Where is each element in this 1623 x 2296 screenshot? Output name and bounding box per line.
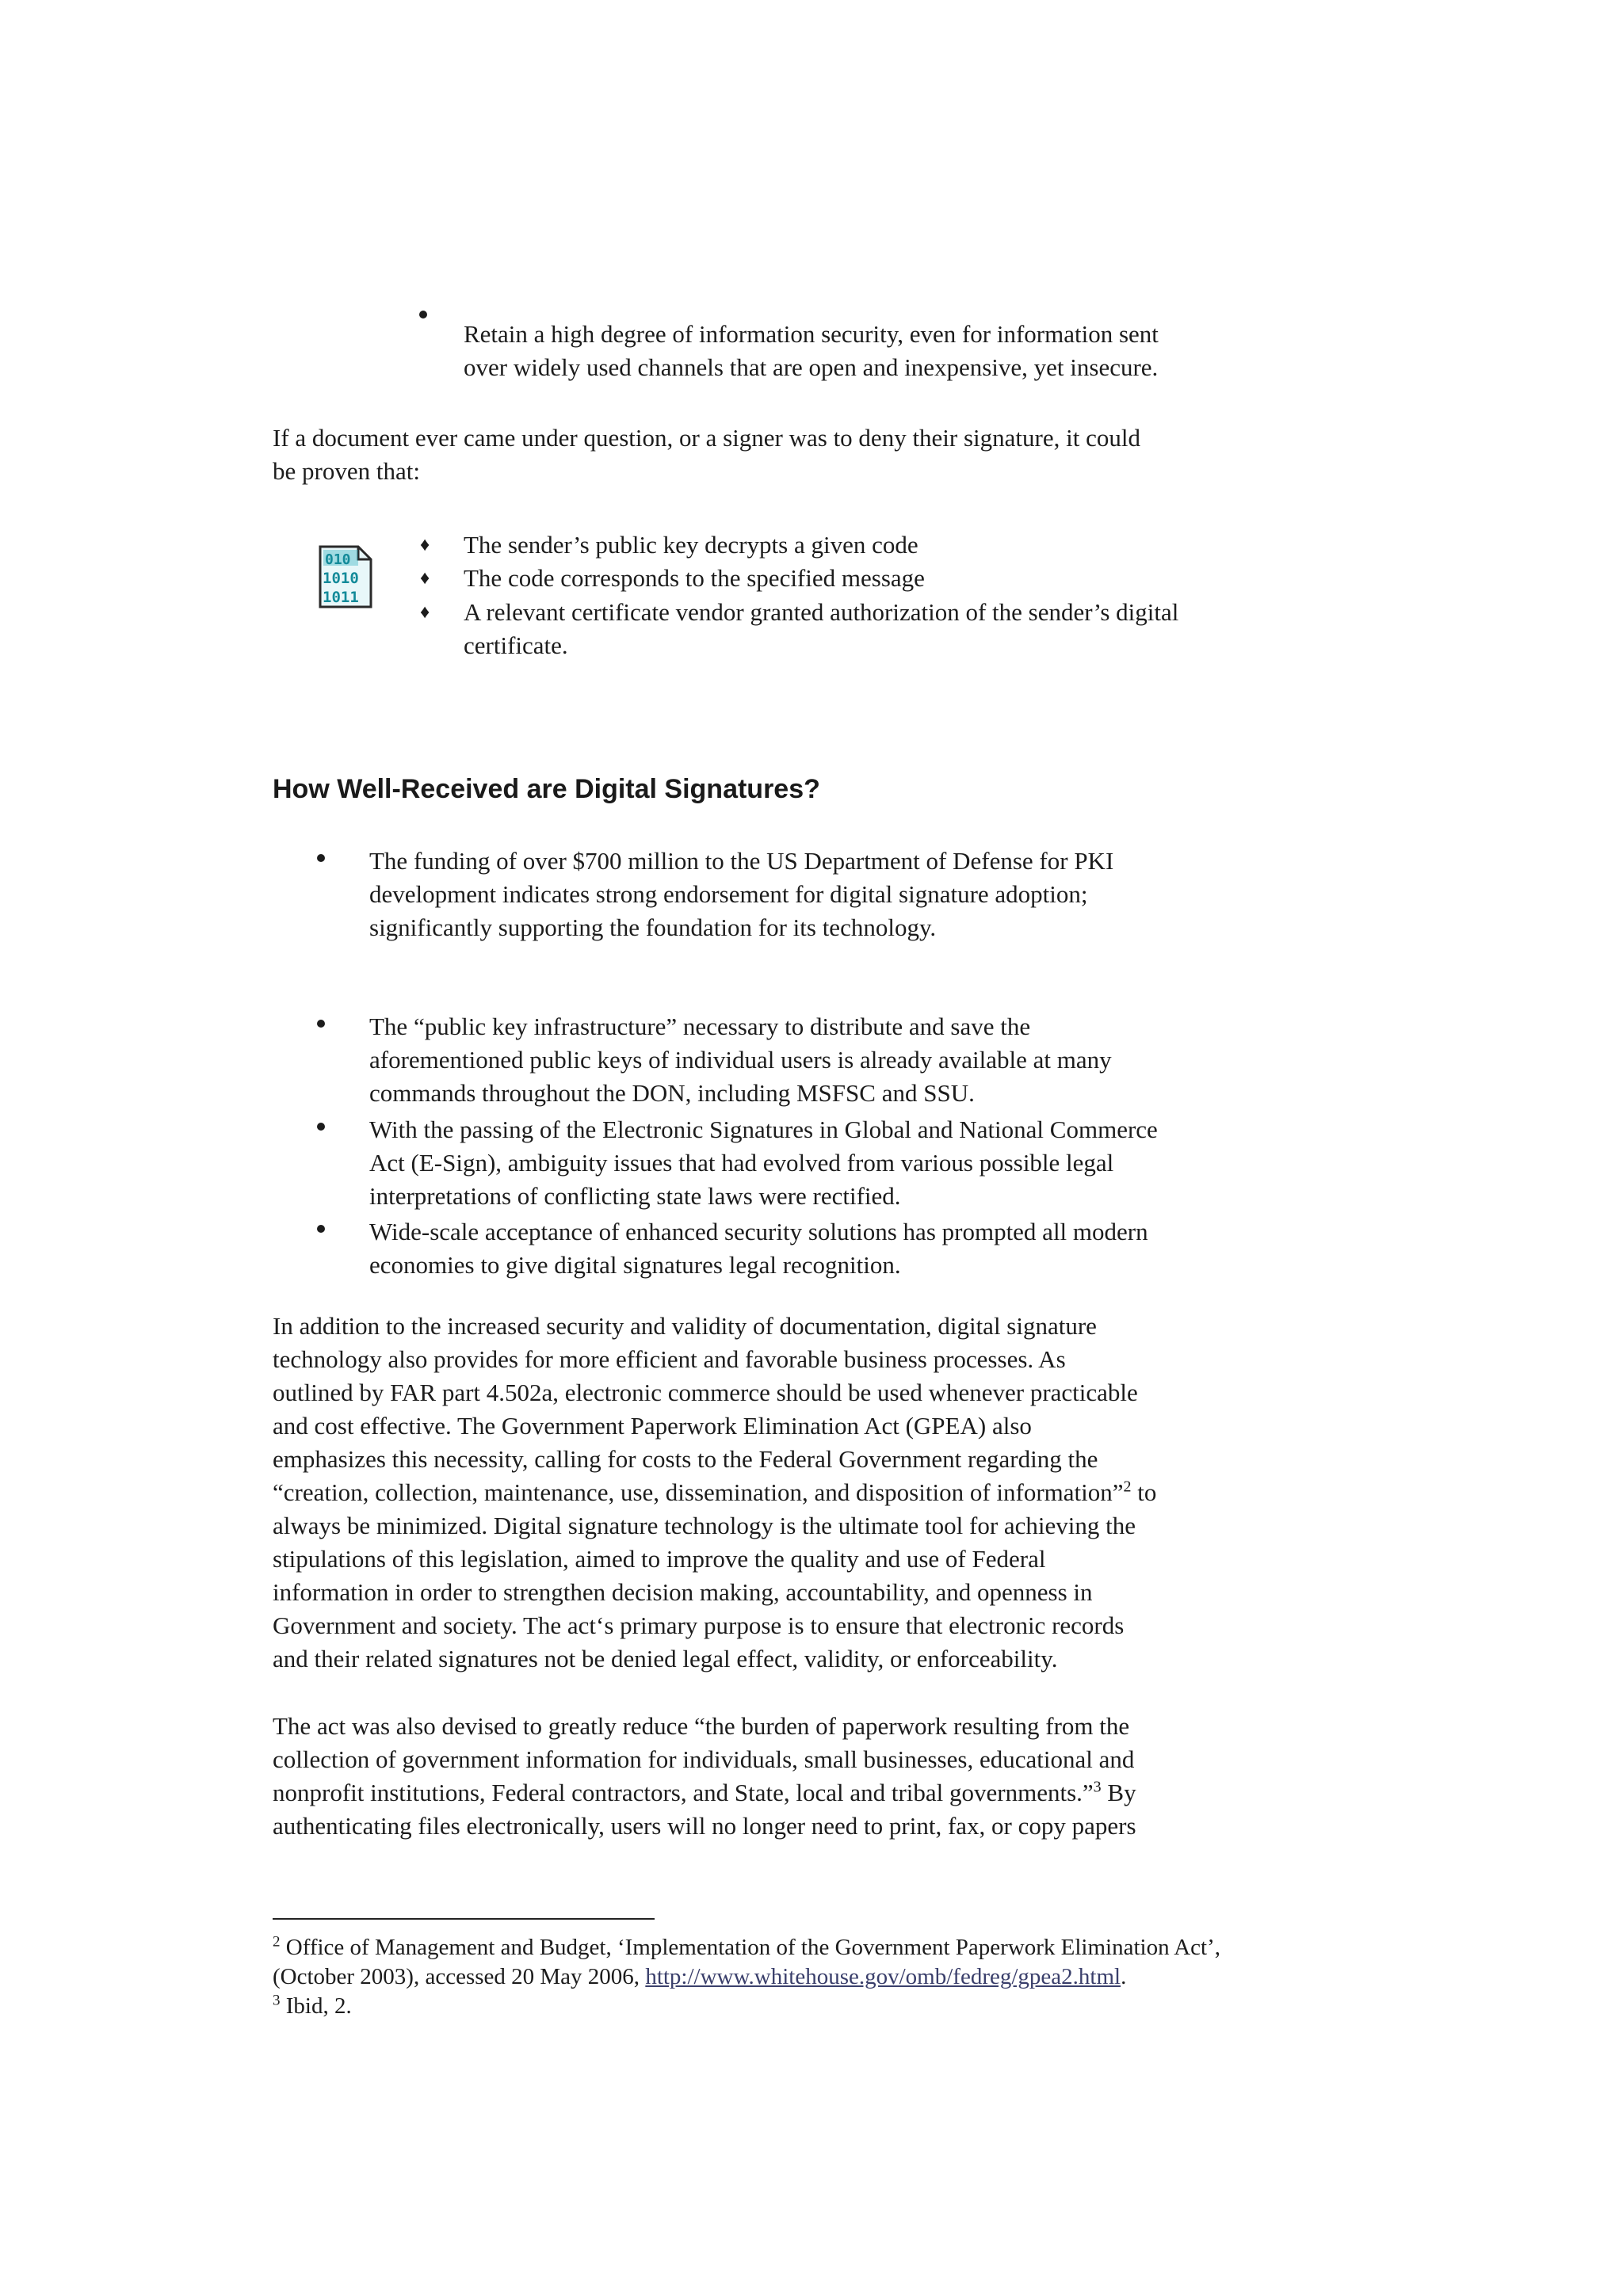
section-bullet-4-line-1: Wide-scale acceptance of enhanced security solutions has prompted all modern xyxy=(369,1218,1148,1245)
footnote-2-marker: 2 xyxy=(273,1933,281,1951)
para3-line-2: collection of government information for individuals, small businesses, educational and xyxy=(273,1745,1135,1773)
bullet-marker xyxy=(317,854,325,862)
para2-line-7: always be minimized. Digital signature technology is the ultimate tool for achieving the xyxy=(273,1512,1136,1539)
footnote-2-text: Office of Management and Budget, ‘Implementation of the Government Paperwork Elimination Act’, xyxy=(280,1935,1221,1960)
top-bullet-line-1: Retain a high degree of information security, even for information sent xyxy=(464,320,1159,348)
footnote-2-period: . xyxy=(1121,1964,1127,1989)
svg-text:010: 010 xyxy=(325,551,351,568)
para2-line-11: and their related signatures not be denied legal effect, validity, or enforceability. xyxy=(273,1645,1058,1672)
footnote-2-text-cont: (October 2003), accessed 20 May 2006, xyxy=(273,1964,646,1989)
footnote-2-line-2 xyxy=(273,1962,1414,1992)
section-bullet-3-line-1: With the passing of the Electronic Signatures in Global and National Commerce xyxy=(369,1116,1158,1143)
diamond-bullet-icon: ♦ xyxy=(420,535,430,555)
footnote-separator xyxy=(273,1918,655,1920)
section-bullet-2-line-3: commands throughout the DON, including MSFSC and SSU. xyxy=(369,1079,975,1107)
bullet-marker xyxy=(317,1020,325,1028)
para2-line-6-text: “creation, collection, maintenance, use, dissemination, and disposition of information” xyxy=(273,1478,1124,1506)
para2-line-6 xyxy=(273,1476,1422,1509)
para2-line-5: emphasizes this necessity, calling for costs to the Federal Government regarding the xyxy=(273,1445,1098,1473)
bullet-marker xyxy=(317,1123,325,1131)
section-bullet-4-line-2: economies to give digital signatures legal recognition. xyxy=(369,1251,901,1279)
footnote-3-text: Ibid, 2. xyxy=(280,1993,352,2019)
section-bullet-3-line-2: Act (E-Sign), ambiguity issues that had evolved from various possible legal xyxy=(369,1149,1114,1177)
paragraph-paperwork-reduction xyxy=(273,1710,1422,1843)
intro-paragraph-line-2: be proven that: xyxy=(273,457,420,485)
para3-line-1: The act was also devised to greatly reduce “the burden of paperwork resulting from the xyxy=(273,1712,1130,1740)
paragraph-digital-signature-benefits xyxy=(273,1310,1422,1676)
diamond-bullet-icon: ♦ xyxy=(420,568,430,589)
footnote-2-line-1 xyxy=(273,1933,1414,1962)
section-heading: How Well-Received are Digital Signatures? xyxy=(273,774,820,804)
proof-bullet-3-line-1: A relevant certificate vendor granted authorization of the sender’s digital xyxy=(464,598,1179,626)
para3-line-3-text: nonprofit institutions, Federal contractors, and State, local and tribal governments.” xyxy=(273,1779,1094,1806)
bullet-marker xyxy=(419,311,427,318)
para2-line-2: technology also provides for more efficient and favorable business processes. As xyxy=(273,1345,1066,1373)
intro-paragraph-line-1: If a document ever came under question, or a signer was to deny their signature, it could xyxy=(273,424,1140,452)
section-bullet-1-line-3: significantly supporting the foundation for its technology. xyxy=(369,913,937,941)
section-bullet-2-line-1: The “public key infrastructure” necessary to distribute and save the xyxy=(369,1013,1031,1040)
para2-line-3: outlined by FAR part 4.502a, electronic commerce should be used whenever practicable xyxy=(273,1379,1138,1406)
footnote-3-marker: 3 xyxy=(273,1992,281,2009)
para2-line-10: Government and society. The act‘s primary purpose is to ensure that electronic records xyxy=(273,1611,1125,1639)
section-bullet-1-line-2: development indicates strong endorsement for digital signature adoption; xyxy=(369,880,1088,908)
para3-line-4: authenticating files electronically, users will no longer need to print, fax, or copy papers xyxy=(273,1812,1136,1840)
para2-line-4: and cost effective. The Government Paperwork Elimination Act (GPEA) also xyxy=(273,1412,1032,1440)
footnote-2-link[interactable]: http://www.whitehouse.gov/omb/fedreg/gpea2.html xyxy=(645,1964,1121,1989)
svg-text:1010: 1010 xyxy=(323,570,359,587)
section-bullet-2-line-2: aforementioned public keys of individual users is already available at many xyxy=(369,1046,1112,1074)
para2-line-1: In addition to the increased security and validity of documentation, digital signature xyxy=(273,1312,1097,1340)
para2-line-8: stipulations of this legislation, aimed to improve the quality and use of Federal xyxy=(273,1545,1046,1573)
diamond-bullet-icon: ♦ xyxy=(420,602,430,623)
para3-line-3-end: By xyxy=(1101,1779,1136,1806)
section-bullet-1-line-1: The funding of over $700 million to the US Department of Defense for PKI xyxy=(369,847,1114,875)
footnote-3 xyxy=(273,1992,1414,2021)
bullet-marker xyxy=(317,1225,325,1233)
footnote-ref-3: 3 xyxy=(1093,1778,1102,1796)
proof-bullet-3-line-2: certificate. xyxy=(464,631,568,659)
footnote-ref-2: 2 xyxy=(1123,1478,1132,1496)
top-bullet-line-2: over widely used channels that are open and inexpensive, yet insecure. xyxy=(464,353,1159,381)
proof-bullet-2: The code corresponds to the specified message xyxy=(464,564,925,592)
section-bullet-3-line-3: interpretations of conflicting state laws were rectified. xyxy=(369,1182,901,1210)
proof-bullet-1: The sender’s public key decrypts a given code xyxy=(464,531,918,559)
para2-line-9: information in order to strengthen decision making, accountability, and openness in xyxy=(273,1578,1093,1606)
para3-line-3 xyxy=(273,1776,1422,1810)
binary-document-icon xyxy=(319,545,374,608)
para2-line-6-end: to xyxy=(1131,1478,1157,1506)
svg-text:1011: 1011 xyxy=(323,589,359,606)
